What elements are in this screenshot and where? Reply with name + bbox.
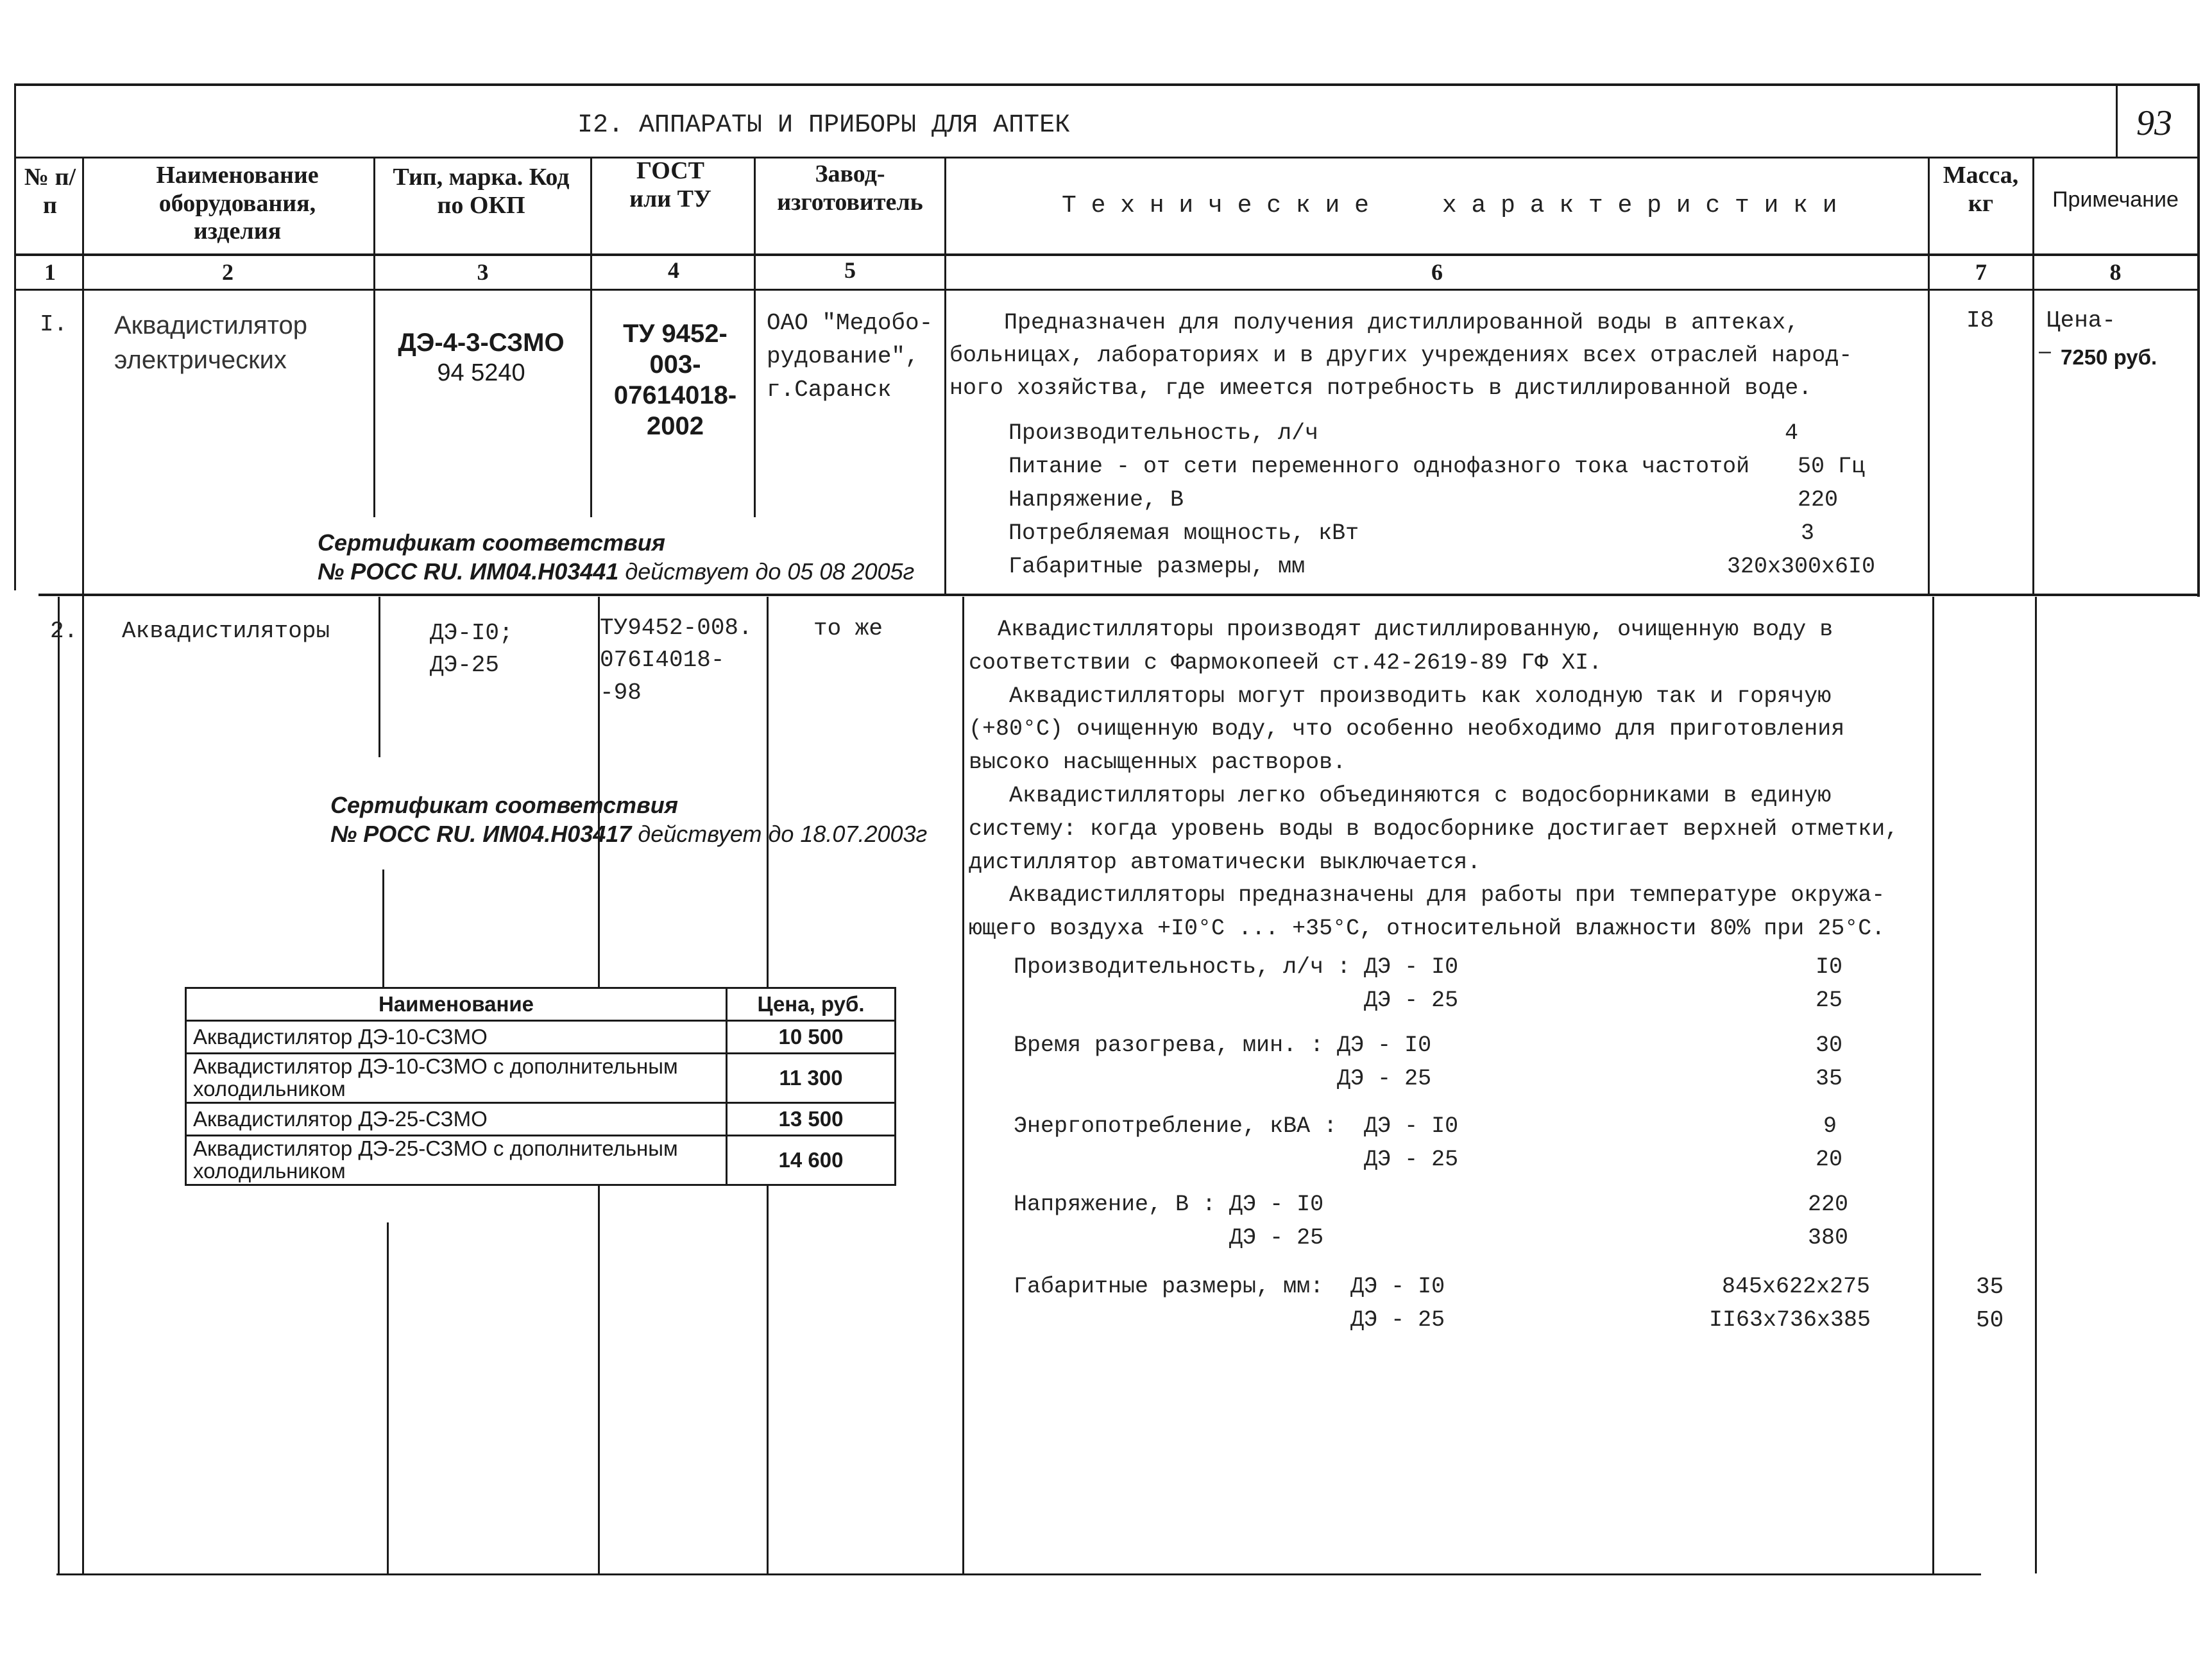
row2-spec-value: 25: [1816, 988, 1843, 1013]
right-border: [2197, 83, 2200, 597]
price-row-name: Аквадистилятор ДЭ-10-СЗМО с дополнительным холодильником: [186, 1054, 727, 1103]
row2-desc-line: Аквадистилляторы легко объединяются с водосборниками в единую: [969, 782, 1832, 809]
bottom-border: [56, 1573, 1981, 1575]
row2-desc-line: Аквадистилляторы производят дистиллированную, очищенную воду в: [998, 617, 1833, 642]
price-row-price: 13 500: [727, 1103, 896, 1136]
row1-specs: [1008, 420, 1923, 593]
row2-spec-value: 35: [1816, 1066, 1843, 1092]
price-row-price: 11 300: [727, 1054, 896, 1103]
row2-type-line2: ДЭ-25: [430, 652, 500, 679]
row2-description: [969, 613, 1898, 946]
row1-type: ДЭ-4-3-СЗМО: [398, 329, 565, 357]
row2-spec-label: ДЭ - 25: [1014, 1307, 1445, 1333]
col-number-5: 5: [844, 257, 856, 283]
row2-spec-value: 220: [1808, 1192, 1849, 1217]
row1-spec-label: Напряжение, В: [1008, 487, 1184, 513]
row2-spec-label: Габаритные размеры, мм: ДЭ - I0: [1014, 1274, 1445, 1299]
row1-number: I.: [40, 311, 68, 338]
price-header-price: Цена, руб.: [727, 988, 896, 1021]
price-row: [186, 1103, 896, 1136]
row2-spec-label: Время разогрева, мин. : ДЭ - I0: [1014, 1033, 1432, 1058]
row2-type: [430, 617, 513, 682]
page-number: 93: [2136, 103, 2172, 143]
col-divider-7b: [2035, 597, 2037, 1573]
col-number-2: 2: [222, 259, 234, 285]
row2-tu-line3: -98: [600, 679, 642, 706]
row2-left-border: [58, 597, 60, 1573]
left-border: [14, 83, 16, 590]
header-col-6: Т е х н и ч е с к и е х а р а к т е р и с т и к и: [1062, 192, 1837, 219]
header-col-1: № п/п: [24, 164, 76, 219]
row1-maker-line2: рудование",: [767, 343, 919, 370]
row1-certificate: [318, 528, 914, 586]
row2-cert-line1: Сертификат соответствия: [330, 792, 678, 818]
row2-cert-validity: действует до 18.07.2003г: [631, 821, 928, 847]
row2-tu-line1: ТУ9452-008.: [600, 615, 753, 641]
col-number-3: 3: [477, 259, 489, 285]
row2-desc-line: Аквадистилляторы предназначены для работы при температуре окружа-: [969, 882, 1885, 909]
col-divider-5b: [962, 597, 964, 1573]
row2-name: Аквадистиляторы: [122, 618, 330, 644]
col-divider-2d: [387, 1222, 389, 1573]
col-divider-3: [590, 158, 592, 517]
row1-spec-value: 4: [1785, 420, 1799, 446]
row1-name: [114, 308, 307, 377]
header-col-3: Тип, марка. Код по ОКП: [393, 164, 570, 219]
row1-note-line2: 7250 руб.: [2061, 345, 2157, 369]
row2-spec-label: ДЭ - 25: [1014, 1147, 1459, 1172]
row2-spec-value: 30: [1816, 1033, 1843, 1058]
price-row-name: Аквадистилятор ДЭ-25-СЗМО с дополнительным холодильником: [186, 1136, 727, 1185]
col-divider-6b: [1932, 597, 1934, 1573]
col-divider-6: [1928, 158, 1930, 594]
row2-desc-line: высоко насыщенных растворов.: [969, 750, 1347, 776]
row1-cert-line2: [318, 557, 914, 586]
row1-tu-line3: 07614018-: [613, 381, 737, 409]
price-table-header: [186, 988, 896, 1021]
row2-certificate: [330, 791, 927, 848]
row1-okp: 94 5240: [437, 359, 525, 386]
row2-tu-line2: 076I4018-: [600, 647, 725, 674]
top-border: [14, 83, 2199, 86]
row1-maker-line3: г.Саранск: [767, 377, 892, 404]
col-divider-2b: [379, 597, 380, 757]
row2-mass-1: 35: [1976, 1274, 2004, 1300]
row1-cert-line1: Сертификат соответствия: [318, 529, 665, 556]
col-divider-2: [373, 158, 375, 517]
row1-spec-value: 320х300х6I0: [1727, 554, 1876, 579]
row2-desc-line: (+80°С) очищенную воду, что особенно необходимо для приготовления: [969, 716, 1845, 742]
row1-tu-line1: ТУ 9452-: [623, 320, 727, 348]
row1-note-dash: –: [2039, 339, 2051, 363]
row1-bottom-border: [38, 594, 2198, 596]
row2-desc-line: ющего воздуха +I0°С ... +35°С, относительной влажности 80% при 25°С.: [969, 916, 1885, 942]
col-number-8: 8: [2109, 259, 2122, 285]
row2-spec-value: I0: [1816, 954, 1843, 980]
row1-maker-line1: ОАО "Медобо-: [767, 310, 933, 336]
header-col-2: Наименование оборудования, изделия: [156, 162, 319, 245]
row2-spec-label: Производительность, л/ч : ДЭ - I0: [1014, 954, 1459, 980]
row1-spec-label: Производительность, л/ч: [1008, 420, 1319, 446]
row2-spec-value: II63х736х385: [1709, 1307, 1871, 1333]
row1-desc-line1: Предназначен для получения дистиллированной воды в аптеках,: [1004, 310, 1799, 336]
row2-specs: [1014, 954, 1925, 1351]
col-divider-5: [944, 158, 946, 594]
row1-tu-line4: 2002: [647, 412, 704, 440]
row1-spec-value: 50 Гц: [1798, 454, 1866, 479]
price-row: [186, 1054, 896, 1103]
row2-mass-2: 50: [1976, 1307, 2004, 1333]
row2-desc-line: соответствии с Фармокопеей ст.42-2619-89 ГФ XI.: [969, 649, 1603, 676]
row2-spec-label: ДЭ - 25: [1014, 1066, 1432, 1092]
row2-desc-line: Аквадистилляторы могут производить как холодную так и горячую: [969, 683, 1832, 709]
price-row-name: Аквадистилятор ДЭ-10-СЗМО: [186, 1021, 727, 1054]
header-col-8: Примечание: [2052, 187, 2179, 212]
price-row-price: 10 500: [727, 1021, 896, 1054]
row1-tu: [600, 318, 751, 441]
row2-spec-value: 380: [1808, 1225, 1849, 1251]
row1-spec-label: Габаритные размеры, мм: [1008, 554, 1306, 579]
price-row: [186, 1136, 896, 1185]
header-col-7: Масса, кг: [1943, 162, 2019, 217]
price-table: [185, 987, 896, 1186]
row2-spec-label: Напряжение, В : ДЭ - I0: [1014, 1192, 1324, 1217]
row2-spec-label: Энергопотребление, кВА : ДЭ - I0: [1014, 1113, 1459, 1139]
row1-maker: [767, 307, 933, 407]
row2-cert-line2: [330, 819, 927, 848]
row2-desc-line: дистиллятор автоматически выключается.: [969, 849, 1481, 875]
row2-spec-value: 9: [1823, 1113, 1837, 1139]
col-divider-1: [82, 158, 84, 1573]
row2-type-line1: ДЭ-I0;: [430, 620, 513, 646]
row1-desc-line3: ного хозяйства, где имеется потребность в дистиллированной воде.: [949, 375, 1812, 401]
header-col-4: ГОСТ или ТУ: [629, 157, 711, 212]
colnum-bottom-border: [14, 289, 2199, 291]
row1-name-line2: электрических: [114, 346, 287, 374]
price-row-name: Аквадистилятор ДЭ-25-СЗМО: [186, 1103, 727, 1136]
section-title: I2. АППАРАТЫ И ПРИБОРЫ ДЛЯ АПТЕК: [577, 111, 1071, 140]
price-header-name: Наименование: [186, 988, 727, 1021]
row1-description: [949, 307, 1852, 404]
row1-spec-label: Питание - от сети переменного однофазного тока частотой: [1008, 454, 1750, 479]
col-number-1: 1: [44, 259, 56, 285]
row2-desc-line: систему: когда уровень воды в водосборнике достигает верхней отметки,: [969, 816, 1899, 842]
title-bottom-border: [14, 157, 2199, 159]
row1-spec-label: Потребляемая мощность, кВт: [1008, 520, 1359, 546]
row1-spec-value: 3: [1801, 520, 1815, 546]
price-row-price: 14 600: [727, 1136, 896, 1185]
col-divider-4: [754, 158, 756, 517]
col-number-4: 4: [668, 257, 679, 283]
header-col-5: Завод- изготовитель: [777, 160, 923, 216]
row2-spec-value: 20: [1816, 1147, 1843, 1172]
col-divider-2c: [382, 870, 384, 991]
row2-tu: [600, 612, 753, 709]
row2-number: 2.: [50, 618, 78, 644]
price-row: [186, 1021, 896, 1054]
row1-spec-value: 220: [1798, 487, 1839, 513]
row1-mass: I8: [1966, 307, 1995, 334]
row1-cert-number: № РОСС RU. ИМ04.Н03441: [318, 558, 619, 585]
row1-tu-line2: 003-: [649, 350, 701, 379]
col-divider-7: [2032, 158, 2034, 594]
row1-cert-validity: действует до 05 08 2005г: [618, 558, 915, 585]
row2-spec-label: ДЭ - 25: [1014, 1225, 1324, 1251]
row1-name-line1: Аквадистилятор: [114, 311, 307, 339]
row1-desc-line2: больницах, лабораториях и в других учреждениях всех отраслей народ-: [949, 342, 1853, 368]
page-number-divider: [2116, 83, 2118, 157]
row1-note-line1: Цена-: [2046, 307, 2116, 334]
header-bottom-border: [14, 253, 2199, 256]
row2-maker: то же: [813, 615, 883, 642]
col-number-6: 6: [1431, 259, 1443, 285]
row2-cert-number: № РОСС RU. ИМ04.Н03417: [330, 821, 632, 847]
col-number-7: 7: [1975, 259, 1987, 285]
row2-spec-label: ДЭ - 25: [1014, 988, 1459, 1013]
row2-spec-value: 845х622х275: [1722, 1274, 1871, 1299]
